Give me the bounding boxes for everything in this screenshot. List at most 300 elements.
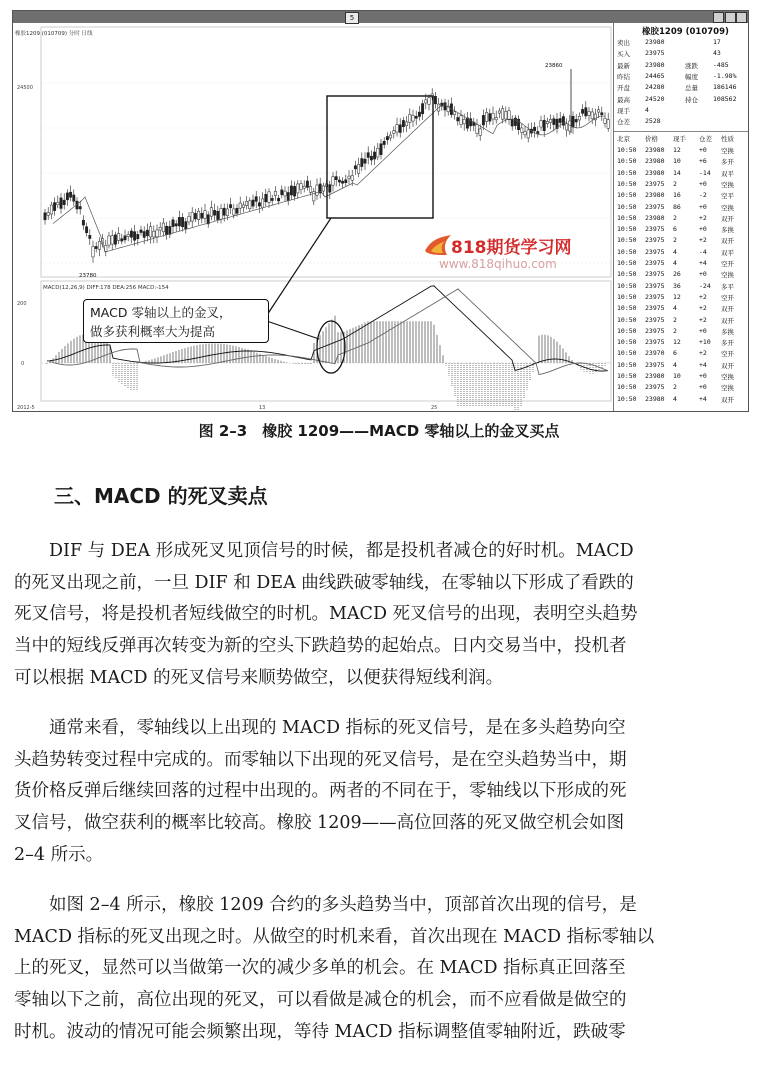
quote-label: 最新 [617,61,630,70]
trade-cell: 双开 [721,395,734,404]
quote-extra-label: 持仓 [685,95,698,104]
titlebar-center-button[interactable]: 5 [345,12,359,24]
quote-panel [613,23,749,411]
trade-header-row [617,134,747,145]
candle-body [309,186,311,192]
trade-cell: 空开 [721,293,734,302]
trade-cell: 10:50 [617,202,637,211]
moving-average-lines [53,105,605,252]
candle-body [287,192,289,200]
quote-value: 23980 [645,60,665,69]
trade-cell: 空换 [721,271,734,280]
candle-body [415,116,417,118]
trade-cell: 多平 [721,282,734,291]
trade-row [617,146,747,157]
trade-row [617,225,747,236]
trade-cell: 23975 [645,259,665,267]
candle-body [428,98,430,105]
trade-row [617,157,747,168]
candle-body [457,117,459,121]
candle-body [172,220,174,227]
candle-body [338,180,340,182]
candle-body [175,224,177,226]
trade-header-cell: 性质 [721,135,734,143]
trade-cell: 10:50 [617,394,637,403]
trade-cell: 空开 [721,350,734,359]
low-price-label: 23780 [79,273,97,279]
quote-row [617,106,747,116]
trade-cell: 空换 [721,147,734,155]
trade-cell: 10:50 [617,326,637,335]
macd-header: MACD(12,26,9) DIFF:178 DEA:256 MACD:-154 [43,285,169,291]
trade-cell: +0 [699,146,707,154]
paragraph [14,536,744,694]
candle-body [393,131,395,134]
quote-label: 现手 [617,106,630,115]
trade-cell: 23980 [645,191,665,200]
candle-body [271,198,273,200]
candle-body [133,232,135,241]
trade-cell: 23975 [645,225,665,234]
trade-cell: +4 [699,259,707,267]
candle-body [521,128,523,132]
text-line: 可以根据 MACD 的死叉信号来顺势做空，以便获得短线利润。 [14,667,504,688]
trade-cell: 23980 [645,213,665,222]
trade-header-cell: 仓差 [699,135,712,143]
candle-body [463,119,465,123]
trade-cell: -14 [699,168,711,177]
candle-body [543,120,545,130]
candle-body [332,177,334,186]
candle-body [181,217,183,226]
high-price-label: 23860 [545,63,563,69]
trade-cell: +0 [699,372,707,380]
candle-body [405,122,407,126]
candle-body [111,236,113,244]
candle-body [293,186,295,196]
trade-row [617,395,747,406]
candle-body [130,231,132,237]
candle-body [50,205,52,214]
candle-body [383,141,385,144]
candle-body [553,119,555,125]
trade-cell: +0 [699,270,707,279]
candle-body [399,125,401,133]
trade-cell: 26 [673,270,681,279]
candle-body [98,241,100,249]
trade-cell: 23975 [645,292,665,301]
text-line: 上的死叉，显然可以当做第一次的减少多单的机会。在 MACD 指标真正回落至 [14,958,626,979]
trade-cell: 双开 [721,316,734,325]
candle-body [597,110,599,112]
text-line: 死叉信号，将是投机者短线做空的时机。MACD 死叉信号的出现，表明空头趋势 [14,604,638,625]
text-line: 叉信号，做空获利的概率比较高。橡胶 1209——高位回落的死叉做空机会如图 [14,813,625,834]
trade-cell: 23975 [645,202,665,211]
candle-body [169,226,171,234]
candle-body [258,203,260,207]
trade-cell: +6 [699,157,707,166]
candle-body [348,176,350,178]
candle-body [341,181,343,183]
trade-row [617,349,747,360]
candle-body [604,118,606,123]
candle-body [533,127,535,131]
text-line: 头趋势转变过程中完成的。而零轴以下出现的死叉信号，是在空头趋势当中，期 [14,749,627,770]
candle-body [489,114,491,122]
candle-body [479,129,481,136]
candle-body [220,209,222,220]
trade-cell: 10 [673,372,681,380]
trade-cell: 双开 [721,214,734,223]
candle-body [223,208,225,215]
quote-row [617,83,747,93]
trade-row [617,282,747,293]
trade-cell: 23980 [645,372,665,380]
quote-extra-value: -1.98% [713,71,737,80]
quote-value: 24520 [645,94,665,103]
watermark [423,233,613,283]
watermark-brand: 818期货学习网 [451,238,572,258]
quote-label: 卖出 [617,39,630,47]
trade-row [617,383,747,394]
trade-cell: 2 [673,179,677,188]
candle-body [137,234,139,238]
annotation-callout [83,299,269,343]
trade-cell: 空开 [721,260,734,268]
candle-body [143,231,145,237]
trade-cell: 多开 [721,339,734,348]
maximize-icon[interactable] [725,12,736,23]
trade-cell: 36 [673,281,681,290]
close-icon[interactable] [736,12,747,23]
candle-body [601,113,603,115]
trade-cell: 23975 [645,326,665,335]
candle-body [277,198,279,201]
trade-cell: 4 [673,360,677,369]
candle-body [370,156,372,160]
quote-extra-value: 43 [713,49,721,58]
trade-cell: +0 [699,179,707,188]
trade-cell: 空换 [721,180,734,189]
candle-body [335,177,337,180]
candle-body [261,199,263,208]
quote-row [617,72,747,82]
candle-body [274,191,276,195]
trade-cell: 23975 [645,247,665,256]
candle-body [364,159,366,163]
section-heading: 三、MACD 的死叉卖点 [54,484,268,508]
trade-cell: +0 [699,326,707,335]
trade-row [617,293,747,304]
trade-cell: 10:50 [617,225,637,234]
candle-body [255,197,257,202]
callout-line: MACD 零轴以上的金叉， [90,305,232,320]
trade-cell: -4 [699,247,707,256]
trade-cell: 2 [673,315,677,324]
candle-body [345,180,347,183]
candle-body [495,118,497,120]
candle-body [191,212,193,221]
candle-body [316,185,318,195]
trade-cell: 23975 [645,270,665,279]
candle-body [194,213,196,219]
quote-value: 4 [645,105,649,114]
candle-body [121,239,123,241]
trade-cell: 2 [673,326,677,335]
candle-body [249,201,251,209]
candle-body [434,96,436,104]
candle-body [117,234,119,241]
candlestick-chart [13,23,613,411]
highlight-box [327,96,433,218]
text-line: 通常来看，零轴线以上出现的 MACD 指标的死叉信号，是在多头趋势向空 [14,718,626,738]
trade-cell: 空换 [721,203,734,212]
trade-cell: 86 [673,202,681,211]
trade-cell: 10:50 [617,349,637,358]
trade-cell: +2 [699,213,707,222]
trade-cell: 10:50 [617,281,637,290]
trade-cell: 23975 [645,281,665,290]
trade-cell: 10:50 [617,191,637,200]
trade-row [617,304,747,315]
candle-body [588,112,590,116]
x-axis-label: 13 [259,405,266,411]
candle-body [204,211,206,219]
candle-body [82,220,84,225]
candle-body [201,213,203,218]
chart-header: 橡胶1209 (010709) 分时 日线 [15,31,93,37]
quote-extra-label: 总量 [685,84,698,93]
candle-body [210,208,212,217]
quote-extra-value: 108562 [713,94,737,103]
text-line: 2–4 所示。 [14,844,104,865]
figure-caption: 图 2–3 橡胶 1209——MACD 零轴以上的金叉买点 [198,422,560,440]
trade-row [617,191,747,202]
trade-cell: 10:50 [617,315,637,324]
macd-axis-label: 0 [21,361,25,367]
text-line: 当中的短线反弹再次转变为新的空头下跌趋势的起始点。日内交易当中，投机者 [14,636,627,657]
candle-body [153,231,155,237]
trade-cell: 4 [673,247,677,256]
trade-cell: 2 [673,383,677,392]
trade-cell: 23975 [645,179,665,188]
trade-row [617,169,747,180]
candle-body [578,116,580,120]
text-line: 如图 2–4 所示，橡胶 1209 合约的多头趋势当中，顶部首次出现的信号，是 [14,895,637,915]
trade-cell: 双开 [721,237,734,246]
moving-average-line [53,105,605,252]
candle-body [591,112,593,119]
candle-body [239,203,241,208]
candle-body [73,195,75,201]
trade-cell: 空换 [721,373,734,381]
quote-value: 23980 [645,38,665,46]
quote-row [617,38,747,48]
trade-cell: +4 [699,394,707,403]
candle-body [501,109,503,120]
candle-body [546,121,548,123]
panel-divider [614,131,749,132]
window-titlebar [13,11,748,23]
candle-body [284,191,286,196]
quote-extra-value: 17 [713,38,721,46]
candle-body [149,227,151,237]
candle-body [562,117,564,126]
trade-cell: 10:50 [617,157,637,166]
trade-cell: 12 [673,292,681,301]
trade-cell: 23980 [645,157,665,166]
candle-body [95,246,97,248]
trade-row [617,259,747,270]
trade-cell: 双开 [721,305,734,314]
quote-value: 2528 [645,117,661,126]
candle-body [105,245,107,251]
candle-body [540,121,542,127]
candle-body [213,210,215,215]
candle-body [252,200,254,206]
trade-cell: 多换 [721,226,734,235]
candle-body [197,211,199,220]
text-line: MACD 指标的死叉出现之时。从做空的时机来看，首次出现在 MACD 指标零轴以 [14,926,655,947]
candle-body [524,132,526,135]
trade-cell: 23975 [645,383,665,392]
trade-cell: +0 [699,202,707,211]
quote-extra-value: -485 [713,60,729,69]
candle-body [585,108,587,116]
quote-extra-label: 幅度 [685,72,698,81]
candle-body [485,112,487,121]
candle-body [322,186,324,191]
trade-cell: 4 [673,304,677,313]
candle-body [162,223,164,232]
quote-label: 买入 [617,50,630,59]
quote-panel-title: 橡胶1209 (010709) [642,27,729,37]
trade-cell: +10 [699,338,711,347]
trade-cell: 双平 [721,248,734,257]
quote-value: 23975 [645,49,665,58]
candle-body [300,184,302,190]
callout-pointer [261,319,319,339]
trade-cell: +4 [699,360,707,369]
candle-body [386,136,388,139]
minimize-icon[interactable] [713,12,724,23]
quote-extra-label: 涨跌 [685,61,698,70]
trade-row [617,214,747,225]
candle-body [559,119,561,123]
trade-cell: 10:50 [617,259,637,267]
candle-body [233,209,235,215]
candle-body [460,116,462,125]
candle-body [380,144,382,155]
candle-body [57,202,59,204]
candle-body [85,227,87,233]
trade-cell: 双平 [721,169,734,178]
candle-body [373,152,375,159]
text-line: 零轴以下之前，高位出现的死叉，可以看做是减仓的机会，而不应看做是做空的 [14,990,627,1011]
candle-body [44,213,46,220]
trade-cell: 23975 [645,315,665,324]
text-line: 的死叉出现之前，一旦 DIF 和 DEA 曲线跌破零轴线，在零轴以下形成了看跌的 [14,572,634,593]
quote-row [617,117,747,127]
candle-body [165,226,167,234]
candle-body [236,208,238,213]
trade-header-cell: 价格 [645,135,658,143]
candle-body [69,192,71,197]
quote-row [617,49,747,59]
candle-body [389,135,391,138]
candle-body [140,230,142,233]
candle-body [581,109,583,113]
flame-logo-icon [423,233,453,257]
candle-body [402,120,404,126]
candle-body [505,111,507,119]
trade-cell: +2 [699,292,707,301]
trade-cell: -2 [699,191,707,200]
candle-body [607,120,609,129]
candle-body [361,159,363,167]
candle-body [537,131,539,133]
candle-body [178,217,180,226]
trade-cell: 23980 [645,168,665,177]
trade-cell: 10:50 [617,247,637,256]
candle-body [66,193,68,200]
trade-cell: +2 [699,236,707,245]
trade-row [617,180,747,191]
trade-cell: 空平 [721,192,734,201]
quote-label: 昨结 [617,72,630,81]
candle-body [245,201,247,205]
quote-label: 仓差 [617,118,630,127]
candle-body [482,115,484,125]
trade-cell: 23980 [645,146,665,154]
macd-axis-label: 200 [17,301,27,307]
quote-extra-value: 186146 [713,83,737,92]
candle-body [303,186,305,188]
candle-body [89,235,91,238]
candle-body [265,194,267,202]
trade-cell: +0 [699,383,707,392]
candle-body [354,166,356,169]
candle-body [565,124,567,130]
quote-row [617,95,747,105]
trade-cell: 23975 [645,236,665,245]
quote-label: 开盘 [617,84,630,93]
candle-body [351,175,353,180]
trade-cell: 10:50 [617,179,637,188]
candle-body [108,236,110,245]
candle-body [476,125,478,134]
quote-label: 最高 [617,95,630,104]
trade-cell: 4 [673,394,677,403]
candle-body [60,198,62,209]
price-axis-label: 24500 [17,85,33,91]
text-line: 时机。波动的情况可能会频繁出现，等待 MACD 指标调整值零轴附近，跌破零 [14,1021,626,1042]
trade-cell: -24 [699,281,711,290]
candle-body [492,113,494,119]
candle-body [92,247,94,257]
candle-body [418,112,420,116]
trade-cell: +2 [699,349,707,358]
candle-body [453,112,455,115]
paragraph [14,713,744,871]
trade-cell: 2 [673,213,677,222]
candle-body [185,222,187,229]
quote-value: 24465 [645,71,665,80]
trade-cell: 10:50 [617,360,637,369]
trade-cell: 23970 [645,349,665,358]
trade-cell: 10:50 [617,146,637,154]
candle-body [290,186,292,195]
